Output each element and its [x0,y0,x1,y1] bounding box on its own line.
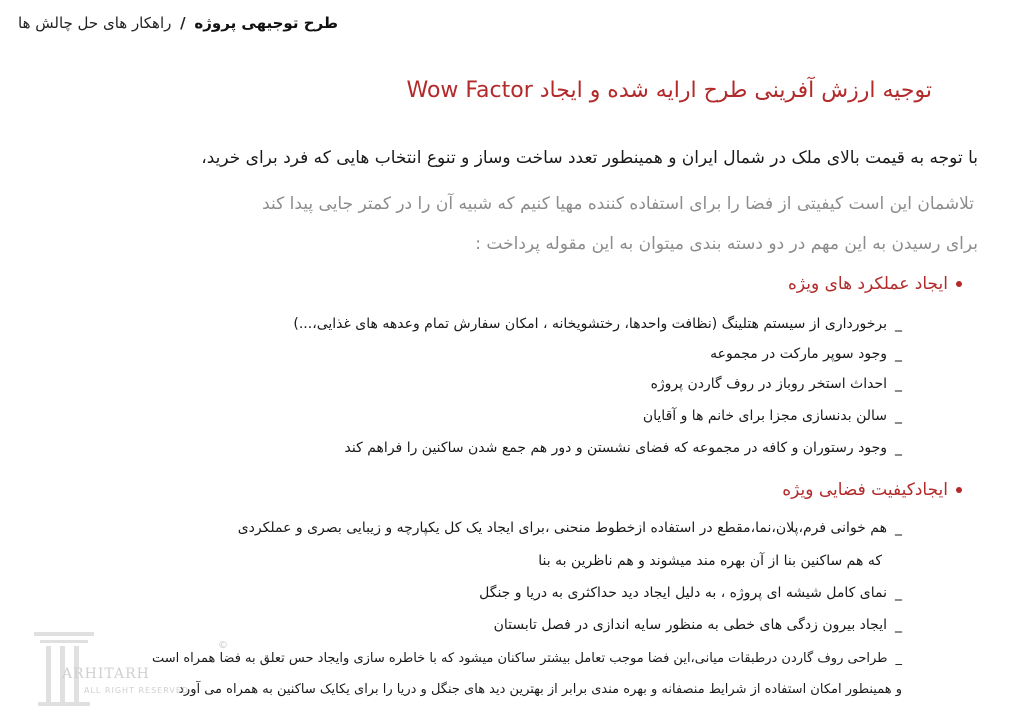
dash-marker: _ [895,316,902,332]
section-heading-text: ایجاد عملکرد های ویژه [787,274,948,294]
list-item [238,520,902,536]
dash-marker: _ [895,346,902,362]
dash-marker: _ [895,617,902,633]
list-item-text: نمای کامل شیشه ای پروژه ، به دلیل ایجاد دید حداکثری به دریا و جنگل [479,585,887,601]
breadcrumb-current: طرح توجیهی پروژه [194,14,338,32]
list-item-continuation: و همینطور امکان استفاده از شرایط منصفانه و بهره مندی برابر از بهترین دید های جنگل و دریا را برای یکایک ساکنین به همراه می آورد [178,682,902,697]
intro-line-3: برای رسیدن به این مهم در دو دسته بندی میتوان به این مقوله پرداخت : [475,234,978,254]
section-heading-spatial-quality [782,480,962,500]
list-item-continuation: که هم ساکنین بنا از آن بهره مند میشوند و هم ناظرین به بنا [538,553,882,569]
dash-marker: _ [895,408,902,424]
list-item [293,316,902,332]
list-item [643,408,902,424]
list-item [479,585,902,601]
list-item-text: وجود رستوران و کافه در مجموعه که فضای نشستن و دور هم جمع شدن ساکنین را فراهم کند [344,440,887,456]
watermark-text: ARHITARH [62,666,150,682]
list-item-text: برخورداری از سیستم هتلینگ (نظافت واحدها، رختشویخانه ، امکان سفارش تمام وعدهه های غذایی،...) [293,316,887,332]
dash-marker: _ [895,376,902,392]
list-item [152,651,902,666]
list-item-text: سالن بدنسازی مجزا برای خانم ها و آقایان [642,408,887,424]
list-item-text: طراحی روف گاردن درطبقات میانی،این فضا موجب تعامل بیشتر ساکنان میشود که با خاطره سازی وایجاد حس تعلق به فضا همراه است [151,651,888,666]
bullet-icon [956,487,962,493]
breadcrumb-parent: راهکار های حل چالش ها [18,14,172,32]
intro-line-2: تلاشمان این است کیفیتی از فضا را برای استفاده کننده مهیا کنیم که شبیه آن را در کمتر جایی پیدا کند [262,194,974,214]
list-item-text: وجود سوپر مارکت در مجموعه [710,346,887,362]
breadcrumb [18,14,338,32]
list-item-text: هم خوانی فرم،پلان،نما،مقطع در استفاده ازخطوط منحنی ،برای ایجاد یک کل یکپارچه و زیبایی بصری و عملکردی [237,520,887,536]
intro-line-1: با توجه به قیمت بالای ملک در شمال ایران و همینطور تعدد ساخت وساز و تنوع انتخاب هایی که فرد برای خرید، [201,148,978,168]
page-title: توجیه ارزش آفرینی طرح ارایه شده و ایجاد Wow Factor [406,78,932,103]
list-item [651,376,902,392]
dash-marker: _ [895,520,902,536]
copyright-mark: © [218,640,228,651]
section-heading-special-functions [788,274,962,294]
dash-marker: _ [895,651,902,666]
list-item-text: ایجاد بیرون زدگی های خطی به منظور سایه اندازی در فصل تابستان [493,617,887,633]
list-item [710,346,902,362]
list-item [494,617,902,633]
bullet-icon [956,281,962,287]
section-heading-text: ایجادکیفیت فضایی ویژه [782,480,948,500]
watermark-subtext: ALL RIGHT RESERVED [84,686,190,695]
breadcrumb-separator: / [180,14,186,32]
dash-marker: _ [895,440,902,456]
list-item [345,440,902,456]
list-item-text: احداث استخر روباز در روف گاردن پروژه [650,376,887,392]
dash-marker: _ [895,585,902,601]
